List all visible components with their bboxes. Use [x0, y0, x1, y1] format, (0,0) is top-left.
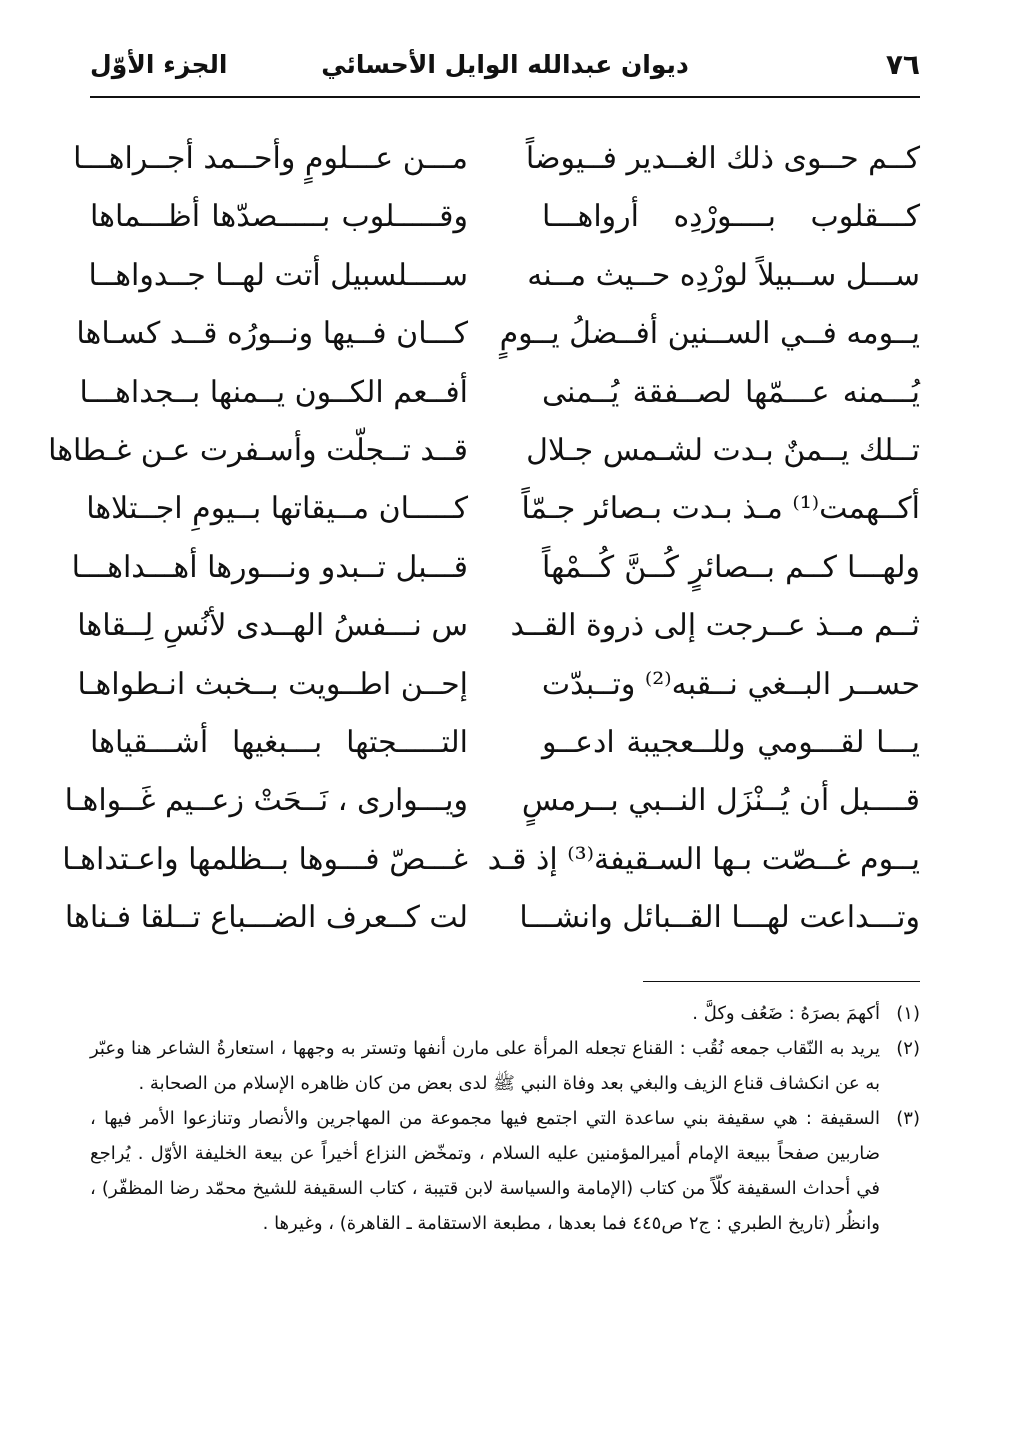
verse-line [86, 480, 920, 538]
second-hemistich: كـــــان مــيقاتها بــيومِ اجــتلاها [86, 491, 468, 527]
second-hemistich: وقـــــلوب بـــــصدّها أظـــماها [90, 199, 468, 235]
footnote [90, 996, 920, 1031]
first-hemistich: يُـــمنه عـــمّها لصــفقة يُــمنى [542, 374, 920, 410]
verse-line [77, 656, 920, 714]
first-hemistich: ســـل ســبيلاً لورْدِه حــيث مــنه [527, 257, 920, 293]
second-hemistich: غـــصّ فـــوها بــظلمها واعـتداهـا [62, 841, 468, 877]
verse-line [90, 188, 920, 246]
first-hemistich: ثــم مــذ عــرجت إلى ذروة القــد [510, 608, 920, 644]
footnotes [90, 996, 920, 1241]
first-hemistich: حســر البــغي نــقبه⁽²⁾ وتــبدّت [541, 666, 920, 702]
verse-line [64, 772, 920, 830]
second-hemistich: ويـــوارى ، نَــحَتْ زعــيم غَــواهـا [64, 783, 468, 819]
second-hemistich: س نـــفسُ الهــدى لأنُسِ لِــقاها [77, 608, 468, 644]
footnote-number: (٣) [896, 1108, 920, 1129]
verse-line [79, 364, 920, 422]
verse-line [90, 714, 920, 772]
second-hemistich: قـــبل تــبدو ونـــورها أهـــداهـــا [71, 549, 468, 585]
verse-line [76, 305, 920, 363]
second-hemistich: ســــلسبيل أتت لهــا جــدواهــا [88, 257, 468, 293]
first-hemistich: أكــهمت⁽¹⁾ مـذ بـدت بـصائر جـمّاً [521, 491, 920, 527]
verse-line [73, 130, 920, 188]
footnote-text: السقيفة : هي سقيفة بني ساعدة التي اجتمع فيها مجموعة من المهاجرين والأنصار وتنازعوا الأمر فيها ، ضاربين صفحاً ببيعة الإمام أميرالمؤمنين عليه السلام ، وتمخّض النزاع أخيراً عن بيعة الخليفة الأوّل . يُراجع في أحداث السقيفة كلّاً من كتاب (الإمامة والسياسة لابن قتيبة ، كتاب السقيفة للشيخ محمّد رضا المظفّر) ، وانظُر (تاريخ الطبري : ج٢ ص٤٤٥ فما بعدها ، مطبعة الاستقامة ـ القاهرة) ، وغيرها . [90, 1108, 880, 1234]
first-hemistich: كــم حــوى ذلك الغــدير فــيوضاً [525, 141, 920, 176]
first-hemistich: قــــبل أن يُــنْزَل النــبي بــرمسٍ [521, 783, 920, 819]
second-hemistich: التـــــجتها بـــبغيها أشـــقياها [90, 724, 468, 760]
footnote [90, 1031, 920, 1101]
second-hemistich: مـــن عـــلومٍ وأحــمد أجــراهـــا [73, 141, 468, 176]
first-hemistich: كـــقلوب بــــورْدِه أرواهـــا [542, 199, 920, 235]
second-hemistich: أفــعم الكــون يــمنها بــجداهـــا [79, 374, 468, 410]
second-hemistich: لت كــعرف الضـــباع تــلقا فـناها [64, 900, 468, 936]
header-rule [90, 96, 920, 98]
volume-label: الجزء الأوّل [90, 50, 228, 79]
poem [48, 130, 920, 947]
verse-line [62, 831, 920, 889]
book-title: ديوان عبدالله الوايل الأحسائي [321, 50, 689, 79]
second-hemistich: قــد تــجلّت وأسـفرت عـن غـطاها [48, 432, 468, 468]
verse-line [64, 889, 920, 947]
first-hemistich: وتـــداعت لهـــا القــبائل وانشـــا [519, 900, 920, 936]
page-number: ٧٦ [885, 48, 920, 81]
verse-line [90, 247, 920, 305]
second-hemistich: كـــان فــيها ونــورُه قــد كسـاها [76, 316, 468, 352]
first-hemistich: يــومه فــي الســنين أفــضلُ يــومٍ [499, 316, 920, 352]
first-hemistich: ولهـــا كــم بــصائرٍ كُــنَّ كُــمْهاً [542, 549, 920, 585]
footnote-separator [643, 981, 920, 982]
verse-line [71, 539, 920, 597]
first-hemistich: يـــا لقـــومي وللــعجيبة ادعــو [542, 724, 920, 760]
footnote-text: أكهمَ بصرَهُ : ضَعُف وكلَّ . [692, 1003, 880, 1024]
footnote-number: (٢) [896, 1038, 920, 1059]
first-hemistich: يــوم غــصّت بـها السـقيفة⁽³⁾ إذ قـد [487, 841, 920, 877]
footnote-text: يريد به النّقاب جمعه نُقُب : القناع تجعله المرأة على مارن أنفها وتستر به وجهها ، استعارةُ الشاعر هنا وعبّر به عن انكشاف قناع الزيف والبغي بعد وفاة النبي ﷺ لدى بعض من كان ظاهره الإسلام من الصحابة . [90, 1038, 880, 1094]
second-hemistich: إحــن اطــويت بــخبث انـطواهـا [77, 666, 468, 702]
footnote [90, 1101, 920, 1241]
page-header [90, 40, 920, 96]
first-hemistich: تــلك يــمنٌ بـدت لشـمس جـلال [526, 432, 920, 468]
verse-line [48, 422, 920, 480]
verse-line [77, 597, 920, 655]
footnote-number: (١) [896, 1003, 920, 1024]
